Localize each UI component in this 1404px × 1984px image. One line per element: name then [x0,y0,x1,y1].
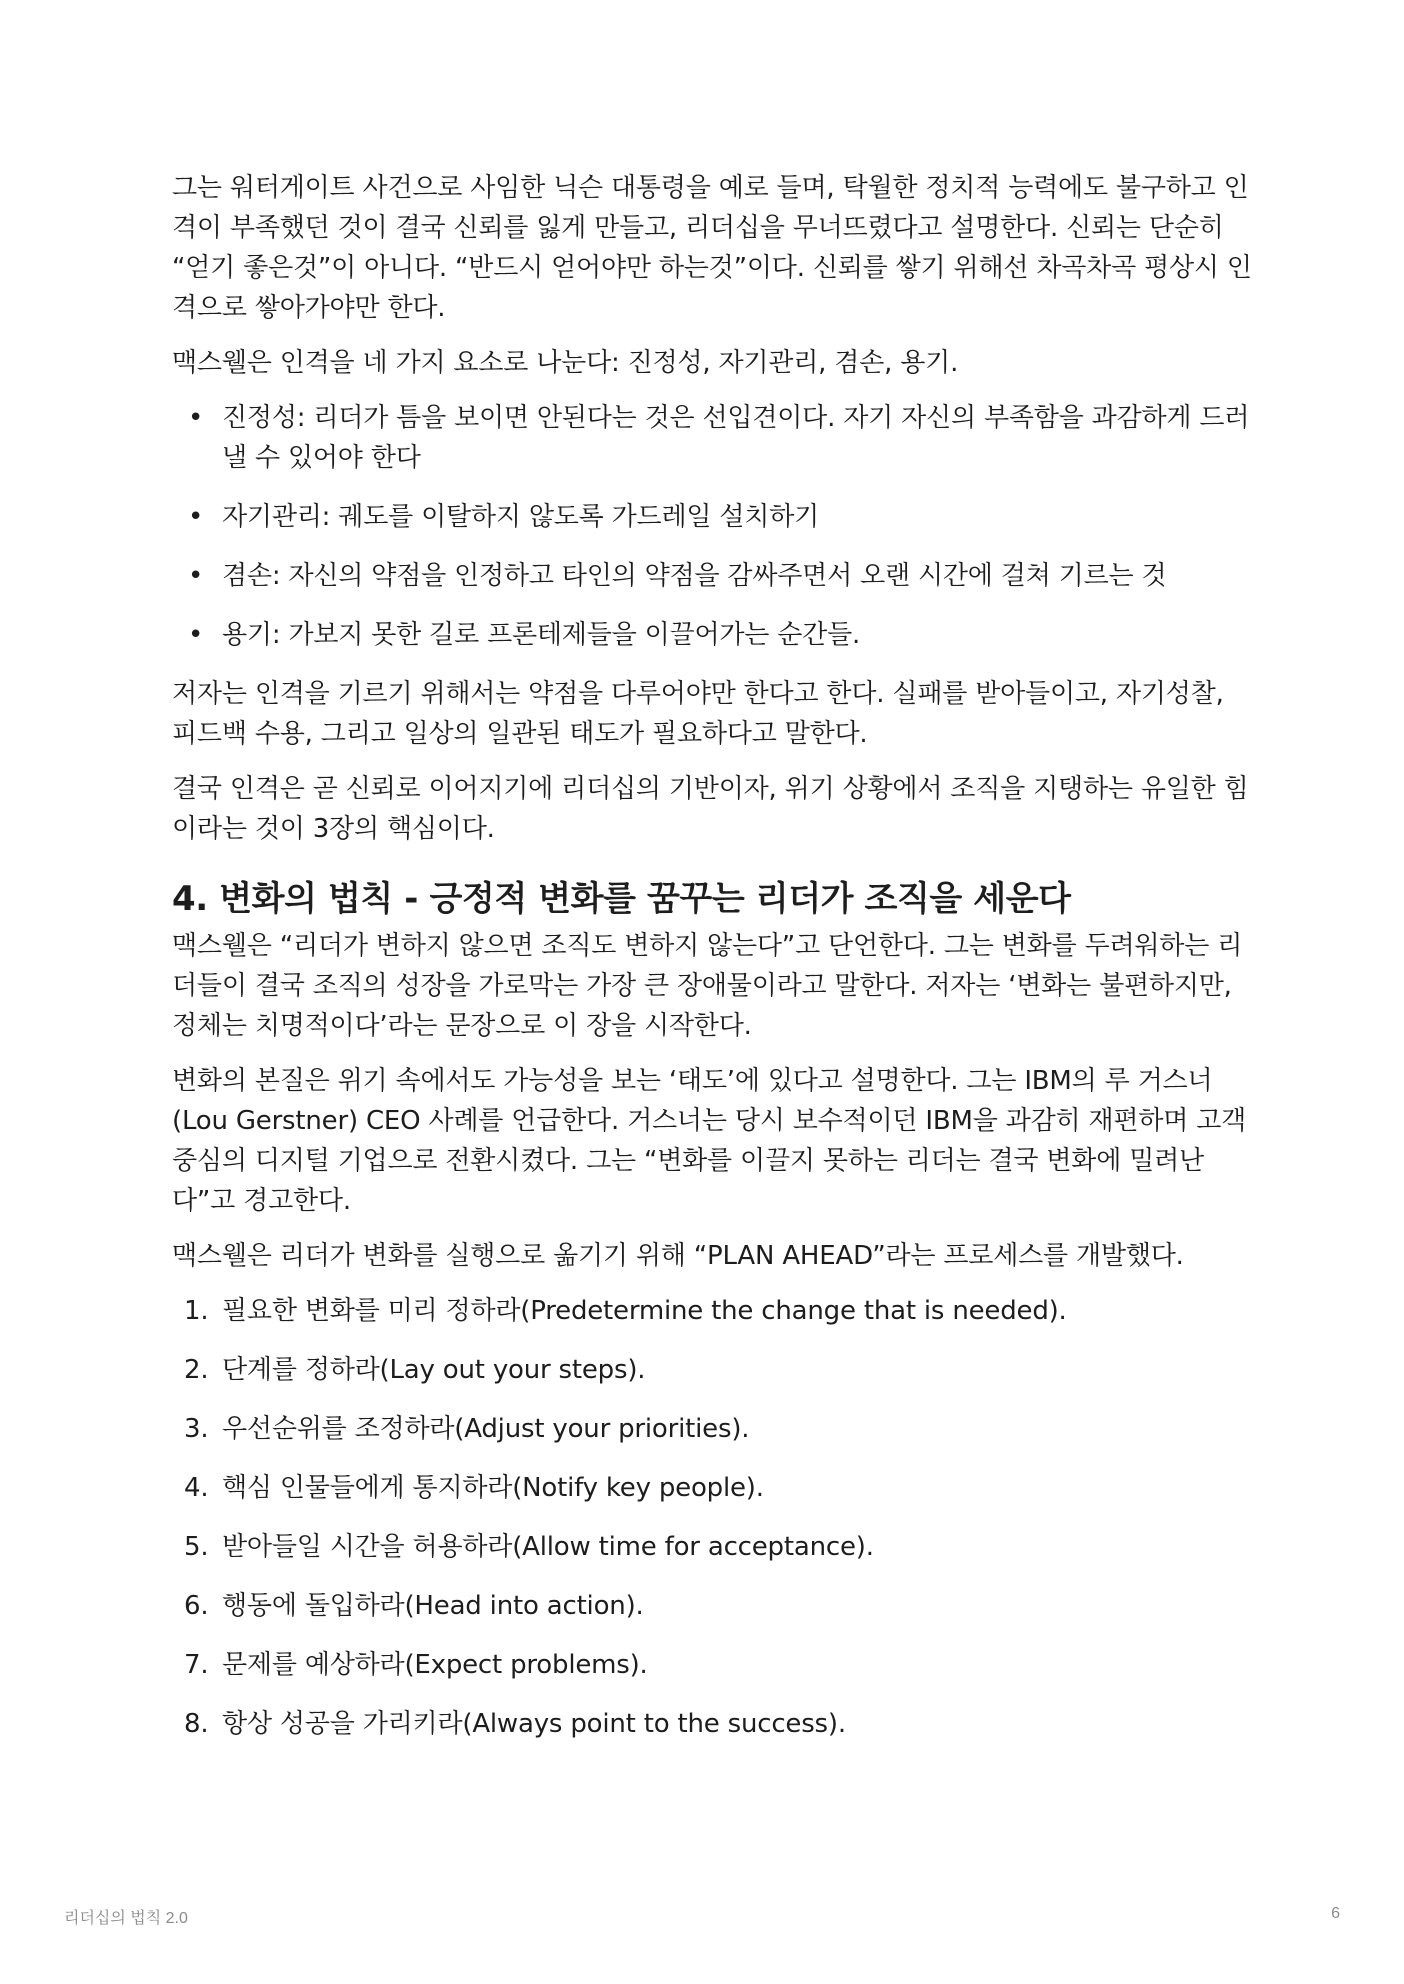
paragraph: 결국 인격은 곧 신뢰로 이어지기에 리더십의 기반이자, 위기 상황에서 조직을 지탱하는 유일한 힘이라는 것이 3장의 핵심이다. [172,774,1249,844]
paragraph: 저자는 인격을 기르기 위해서는 약점을 다루어야만 한다고 한다. 실패를 받아들이고, 자기성찰, 피드백 수용, 그리고 일상의 일관된 태도가 필요하다고 말한다. [172,679,1224,749]
list-number: 7. [184,1650,209,1680]
list-item [172,1409,1252,1449]
list-item-text: 문제를 예상하라(Expect problems). [222,1650,648,1680]
list-item [172,1468,1252,1508]
list-item [172,1291,1252,1331]
list-item-text: 단계를 정하라(Lay out your steps). [222,1355,646,1385]
footer-page-number: 6 [1331,1905,1340,1922]
list-item-text: 진정성: 리더가 틈을 보이면 안된다는 것은 선입견이다. 자기 자신의 부족함을 과감하게 드러낼 수 있어야 한다 [222,403,1250,473]
paragraph: 변화의 본질은 위기 속에서도 가능성을 보는 ‘태도’에 있다고 설명한다. 그는 IBM의 루 거스너(Lou Gerstner) CEO 사례를 언급한다. 거스너는 당시 보수적이던 IBM을 과감히 재편하며 고객 중심의 디지털 기업으로 전환시켰다. 그는 “변화를 이끌지 못하는 리더는 결국 변화에 밀려난다”고 경고한다. [172,1066,1247,1216]
paragraph: 맥스웰은 리더가 변화를 실행으로 옮기기 위해 “PLAN AHEAD”라는 프로세스를 개발했다. [172,1241,1184,1271]
list-item-text: 항상 성공을 가리키라(Always point to the success). [222,1709,846,1739]
list-number: 1. [184,1296,209,1326]
list-item [172,1586,1252,1626]
list-number: 8. [184,1709,209,1739]
list-item [172,1527,1252,1567]
bullet-list [172,398,1252,655]
list-item [172,1704,1252,1744]
list-item [172,615,1252,655]
list-item-text: 핵심 인물들에게 통지하라(Notify key people). [222,1473,764,1503]
list-number: 2. [184,1355,209,1385]
list-item [172,1350,1252,1390]
document-page [172,168,1252,1763]
list-item [172,398,1252,478]
list-item [172,556,1252,596]
list-item-text: 받아들일 시간을 허용하라(Allow time for acceptance). [222,1532,874,1562]
list-number: 3. [184,1414,209,1444]
bullet-marker: • [188,502,204,532]
bullet-marker: • [188,561,204,591]
list-number: 6. [184,1591,209,1621]
list-item-text: 행동에 돌입하라(Head into action). [222,1591,644,1621]
list-number: 4. [184,1473,209,1503]
list-item-text: 우선순위를 조정하라(Adjust your priorities). [222,1414,750,1444]
list-number: 5. [184,1532,209,1562]
bullet-marker: • [188,620,204,650]
numbered-list [172,1291,1252,1744]
paragraph: 맥스웰은 “리더가 변하지 않으면 조직도 변하지 않는다”고 단언한다. 그는 변화를 두려워하는 리더들이 결국 조직의 성장을 가로막는 가장 큰 장애물이라고 말한다. 저자는 ‘변화는 불편하지만, 정체는 치명적이다’라는 문장으로 이 장을 시작한다. [172,931,1243,1041]
paragraph: 맥스웰은 인격을 네 가지 요소로 나눈다: 진정성, 자기관리, 겸손, 용기. [172,348,959,378]
list-item [172,1645,1252,1685]
list-item [172,497,1252,537]
list-item-text: 자기관리: 궤도를 이탈하지 않도록 가드레일 설치하기 [222,502,820,532]
section-heading: 4. 변화의 법칙 - 긍정적 변화를 꿈꾸는 리더가 조직을 세운다 [172,879,1071,919]
paragraph: 그는 워터게이트 사건으로 사임한 닉슨 대통령을 예로 들며, 탁월한 정치적 능력에도 불구하고 인격이 부족했던 것이 결국 신뢰를 잃게 만들고, 리더십을 무너뜨렸다고 설명한다. 신뢰는 단순히 “얻기 좋은것”이 아니다. “반드시 얻어야만 하는것”이다. 신뢰를 쌓기 위해선 차곡차곡 평상시 인격으로 쌓아가야만 한다. [172,173,1252,323]
list-item-text: 용기: 가보지 못한 길로 프론테제들을 이끌어가는 순간들. [222,620,861,650]
list-item-text: 필요한 변화를 미리 정하라(Predetermine the change that is needed). [222,1296,1067,1326]
list-item-text: 겸손: 자신의 약점을 인정하고 타인의 약점을 감싸주면서 오랜 시간에 걸쳐 기르는 것 [222,561,1167,591]
bullet-marker: • [188,403,204,433]
footer-document-title: 리더십의 법칙 2.0 [64,1910,188,1927]
